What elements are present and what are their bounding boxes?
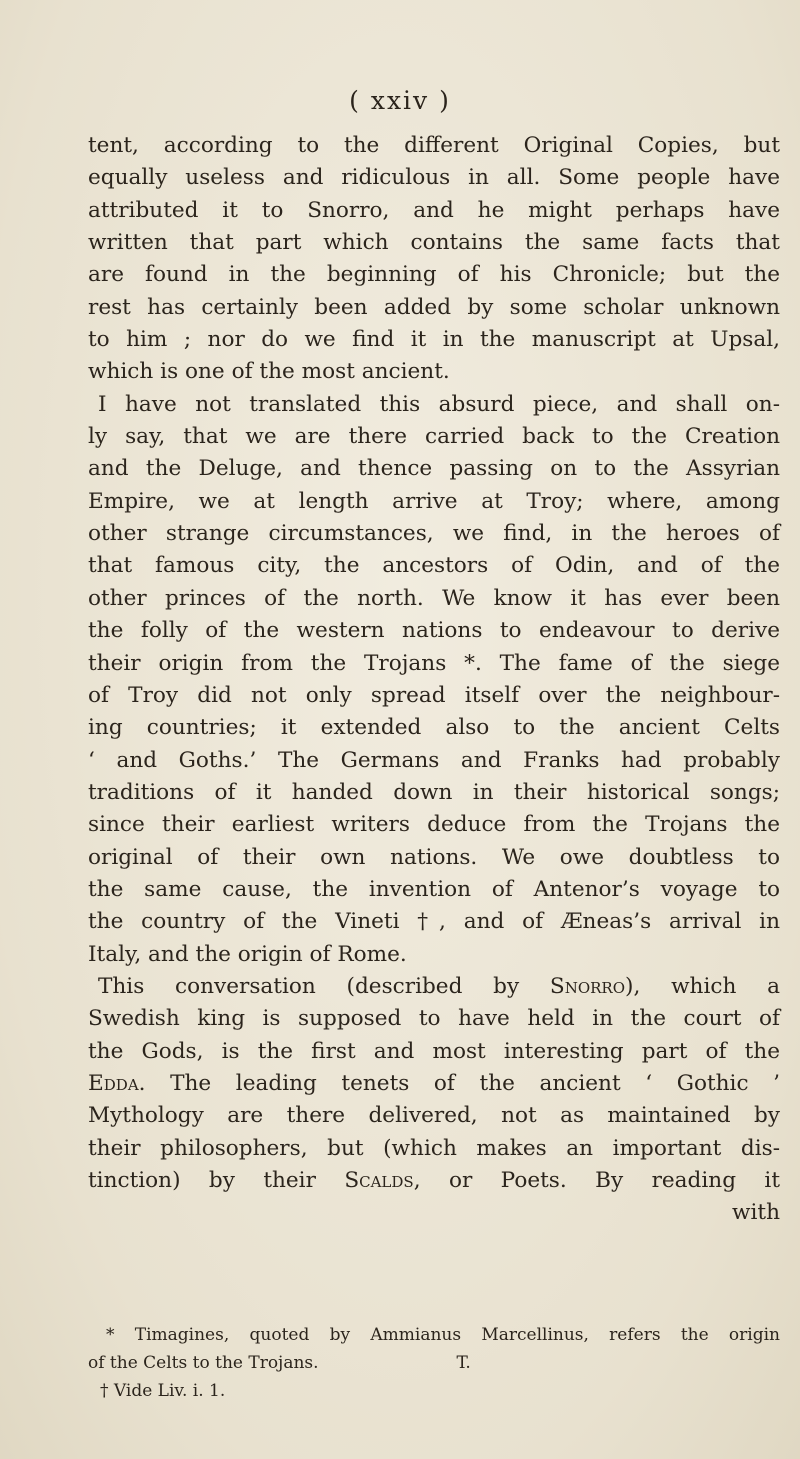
text-run: ), which a bbox=[625, 973, 780, 999]
text-line: Swedish king is supposed to have held in the court of bbox=[88, 1006, 780, 1032]
catchword: with bbox=[732, 1200, 780, 1226]
text-line: other strange circumstances, we find, in the heroes of bbox=[88, 521, 780, 547]
text-line: tent, according to the different Original Copies, but bbox=[88, 133, 780, 158]
small-caps-name: Edda bbox=[88, 1070, 139, 1096]
text-line: of Troy did not only spread itself over the neighbour- bbox=[88, 682, 780, 708]
footnote-signature: T. bbox=[456, 1353, 471, 1373]
text-line: their philosophers, but (which makes an important dis- bbox=[88, 1135, 780, 1161]
text-line: which is one of the most ancient. bbox=[88, 359, 450, 385]
text-run: This conversation (described by bbox=[98, 973, 550, 999]
page-number: ( xxiv ) bbox=[349, 86, 451, 115]
text-line: traditions of it handed down in their historical songs; bbox=[88, 779, 780, 805]
text-line: the Gods, is the first and most interesting part of the bbox=[88, 1038, 780, 1064]
footnotes bbox=[88, 1321, 780, 1405]
text-run: tinction) by their bbox=[88, 1168, 345, 1193]
text-line: the folly of the western nations to endeavour to derive bbox=[88, 618, 780, 644]
text-line: rest has certainly been added by some scholar unknown bbox=[88, 294, 780, 320]
text-line: Mythology are there delivered, not as maintained by bbox=[88, 1103, 780, 1129]
text-line bbox=[88, 1068, 780, 1100]
text-line: their origin from the Trojans *. The fame of the siege bbox=[88, 650, 780, 676]
footnote-star-continuation bbox=[88, 1349, 780, 1377]
footnote-text: of the Celts to the Trojans. bbox=[88, 1353, 319, 1373]
text-line: that famous city, the ancestors of Odin, and of the bbox=[88, 553, 780, 579]
text-line: the country of the Vineti †, and of Æneas’s arrival in bbox=[88, 909, 780, 935]
text-line bbox=[88, 971, 780, 1003]
text-line: ing countries; it extended also to the ancient Celts bbox=[88, 715, 780, 741]
text-line bbox=[88, 1165, 780, 1197]
text-line: written that part which contains the same facts that bbox=[88, 230, 780, 256]
text-line: Italy, and the origin of Rome. bbox=[88, 941, 407, 967]
text-line: other princes of the north. We know it has ever been bbox=[88, 585, 780, 611]
footnote-star-line: * Timagines, quoted by Ammianus Marcellinus, refers the origin bbox=[106, 1325, 780, 1345]
small-caps-name: Snorro bbox=[549, 973, 626, 999]
text-line: original of their own nations. We owe doubtless to bbox=[88, 844, 780, 870]
text-line: I have not translated this absurd piece, and shall on- bbox=[98, 391, 780, 417]
text-line: and the Deluge, and thence passing on to the Assyrian bbox=[88, 456, 780, 482]
main-text bbox=[88, 130, 780, 1230]
small-caps-name: Scalds bbox=[344, 1168, 414, 1193]
text-run: , or Poets. By reading it bbox=[413, 1168, 780, 1193]
text-line: ly say, that we are there carried back to the Creation bbox=[88, 424, 780, 450]
text-line: to him ; nor do we find it in the manuscript at Upsal, bbox=[88, 327, 780, 353]
text-line: since their earliest writers deduce from the Trojans the bbox=[88, 812, 780, 838]
text-line: are found in the beginning of his Chronicle; but the bbox=[88, 262, 780, 288]
text-line: the same cause, the invention of Antenor’s voyage to bbox=[88, 876, 780, 902]
text-line: Empire, we at length arrive at Troy; where, among bbox=[88, 488, 780, 514]
text-line: equally useless and ridiculous in all. Some people have bbox=[88, 165, 780, 191]
text-line: attributed it to Snorro, and he might perhaps have bbox=[88, 197, 780, 223]
text-line: ‘ and Goths.’ The Germans and Franks had probably bbox=[88, 747, 780, 773]
text-run: . The leading tenets of the ancient ‘ Gothic ’ bbox=[138, 1070, 780, 1096]
footnote-dagger: † Vide Liv. i. 1. bbox=[100, 1381, 226, 1401]
